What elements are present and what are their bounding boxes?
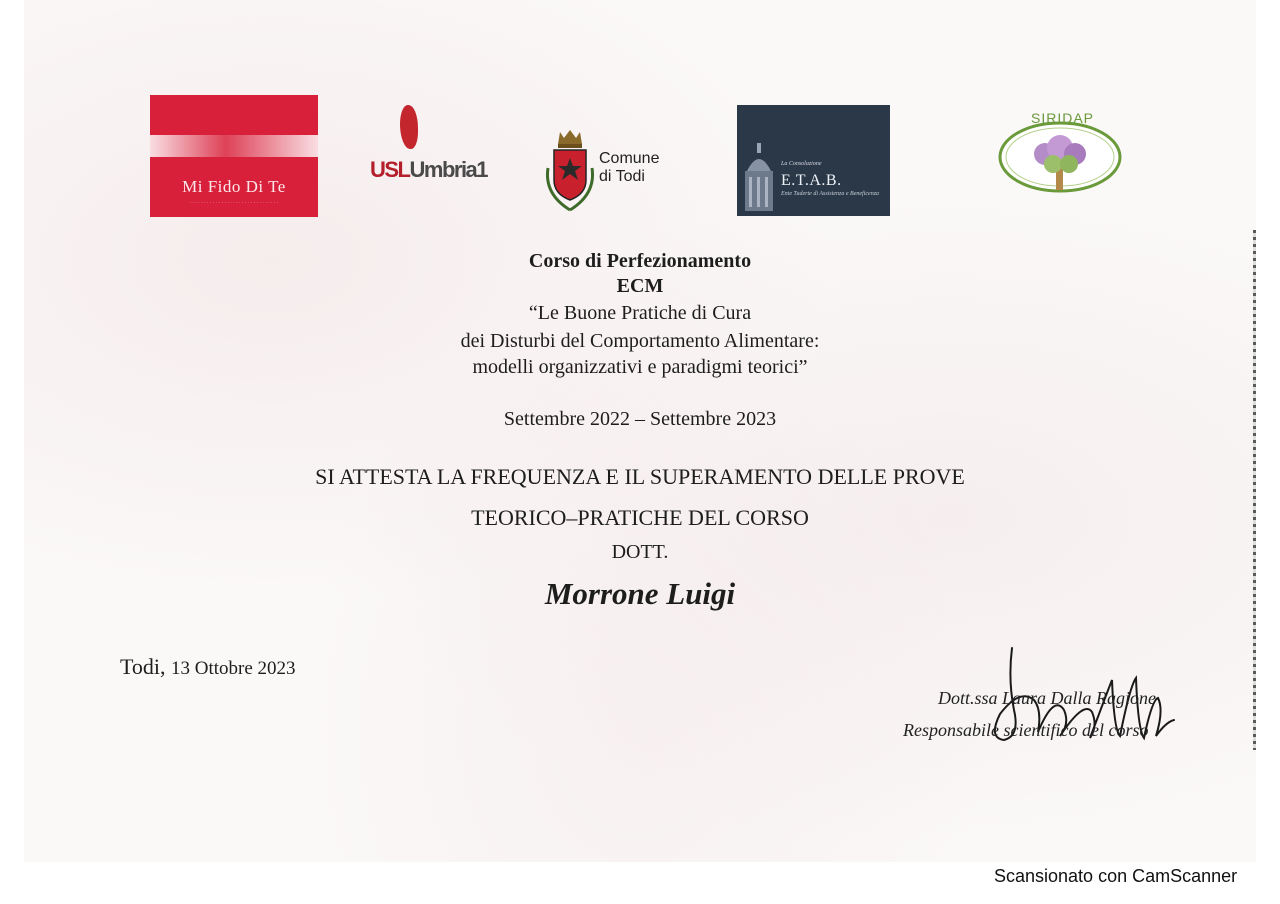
siridap-name: SIRIDAP: [1031, 110, 1095, 126]
course-period: Settembre 2022 – Settembre 2023: [503, 408, 777, 430]
ecm-label: ECM: [616, 275, 664, 297]
issue-place: Todi,: [120, 654, 166, 679]
mifido-logo-tagline: · · · · · · · · · · · · · · · · · · · · · · · · · · · · · · ·: [189, 201, 279, 206]
course-title-line-3: modelli organizzativi e paradigmi teorici”: [472, 356, 808, 378]
signatory-role: Responsabile scientifico del corso: [903, 720, 1149, 740]
honorific: DOTT.: [611, 541, 669, 563]
dome-icon: [741, 141, 777, 213]
comune-todi-logo: [542, 128, 662, 218]
etab-small-text: La Consolazione: [781, 161, 822, 167]
etab-name: E.T.A.B.: [781, 172, 842, 189]
attestation-line-2: TEORICO–PRATICHE DEL CORSO: [471, 505, 809, 530]
mifido-logo-name: Mi Fido Di Te: [182, 177, 286, 196]
etab-subtitle: Ente Tuderte di Assistenza e Beneficenza: [781, 191, 880, 197]
todi-coat-of-arms-icon: [542, 128, 598, 216]
usl-umbria-logo: [370, 105, 488, 190]
recipient-name: Morrone Luigi: [544, 576, 736, 611]
attestation-line-1: SI ATTESTA LA FREQUENZA E IL SUPERAMENTO DELLE PROVE: [315, 464, 965, 489]
mifido-logo: [150, 95, 318, 217]
siridap-logo: [997, 112, 1123, 194]
course-type: Corso di Perfezionamento: [528, 250, 752, 272]
comune-todi-text: Comune di Todi: [599, 150, 660, 185]
usl-logo-text: USLUmbria1: [370, 157, 488, 182]
umbria-map-icon: [400, 105, 418, 149]
issue-date-value: 13 Ottobre 2023: [171, 658, 296, 679]
course-title-line-2: dei Disturbi del Comportamento Alimentare:: [460, 330, 820, 352]
signatory-name: Dott.ssa Laura Dalla Ragione: [938, 688, 1157, 708]
etab-logo: [737, 105, 890, 216]
scanner-footer: Scansionato con CamScanner: [994, 866, 1238, 886]
issue-date: [120, 654, 296, 680]
course-title-line-1: “Le Buone Pratiche di Cura: [528, 302, 752, 324]
hands-graphic: [150, 135, 318, 157]
